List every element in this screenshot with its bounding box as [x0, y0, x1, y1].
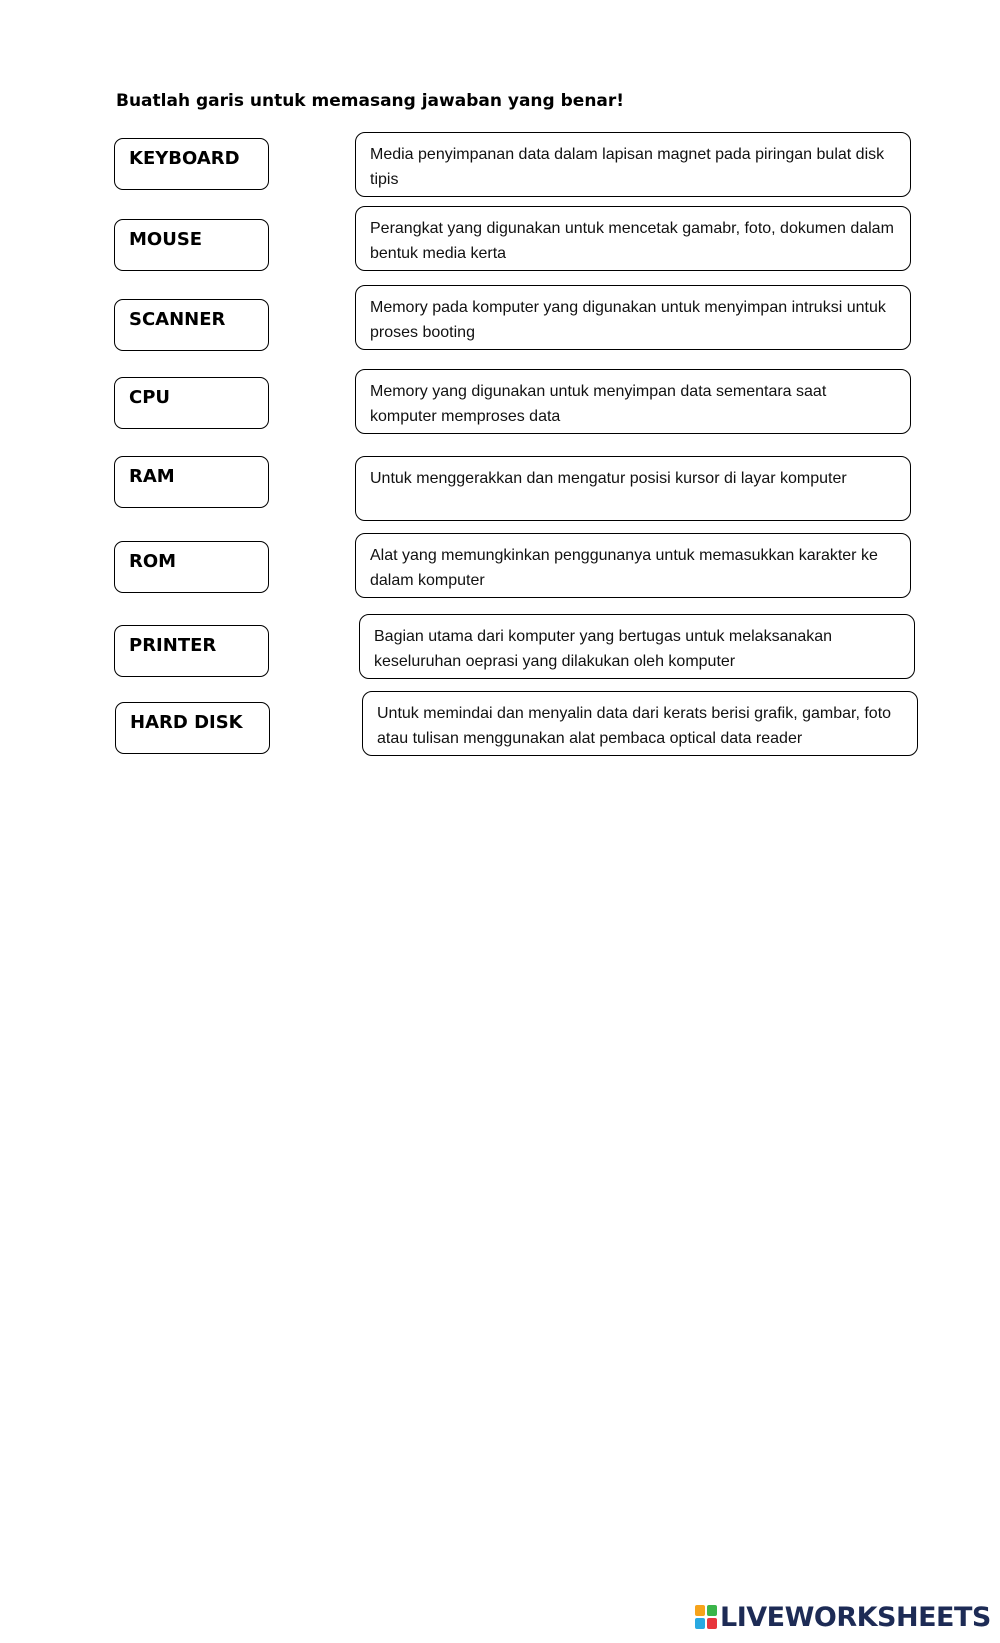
- term-label: MOUSE: [129, 229, 203, 250]
- term-box-mouse[interactable]: [114, 219, 269, 271]
- term-box-keyboard[interactable]: [114, 138, 269, 190]
- term-label: RAM: [129, 466, 175, 487]
- term-label: HARD DISK: [130, 712, 243, 733]
- logo-square: [695, 1605, 705, 1616]
- definition-text: Untuk menggerakkan dan mengatur posisi kursor di layar komputer: [370, 470, 847, 487]
- logo-square: [707, 1618, 717, 1629]
- definition-box-6[interactable]: [355, 533, 911, 598]
- definition-box-1[interactable]: [355, 132, 911, 197]
- logo-square: [695, 1618, 705, 1629]
- brand-name: LIVEWORKSHEETS: [720, 1601, 991, 1633]
- term-box-scanner[interactable]: [114, 299, 269, 351]
- term-label: ROM: [129, 551, 177, 572]
- definition-box-5[interactable]: [355, 456, 911, 521]
- definition-text: Perangkat yang digunakan untuk mencetak gamabr, foto, dokumen dalam bentuk media kerta: [370, 220, 894, 262]
- definition-text: Alat yang memungkinkan penggunanya untuk memasukkan karakter ke dalam komputer: [370, 547, 878, 589]
- definition-box-2[interactable]: [355, 206, 911, 271]
- liveworksheets-logo-icon: [695, 1605, 717, 1629]
- term-label: CPU: [129, 387, 171, 408]
- term-label: SCANNER: [129, 309, 226, 330]
- definition-text: Memory yang digunakan untuk menyimpan data sementara saat komputer memproses data: [370, 383, 827, 425]
- definition-text: Memory pada komputer yang digunakan untuk menyimpan intruksi untuk proses booting: [370, 299, 886, 341]
- logo-square: [707, 1605, 717, 1616]
- definition-text: Bagian utama dari komputer yang bertugas untuk melaksanakan keseluruhan oeprasi yang dilakukan oleh komputer: [374, 628, 833, 670]
- definition-box-8[interactable]: [362, 691, 918, 756]
- definition-box-4[interactable]: [355, 369, 911, 434]
- term-label: PRINTER: [129, 635, 217, 656]
- term-box-printer[interactable]: [114, 625, 269, 677]
- liveworksheets-brand: [695, 1600, 991, 1634]
- definition-text: Media penyimpanan data dalam lapisan magnet pada piringan bulat disk tipis: [370, 146, 885, 188]
- definition-text: Untuk memindai dan menyalin data dari kerats berisi grafik, gambar, foto atau tulisan menggunakan alat pembaca optical data reader: [377, 705, 892, 747]
- term-box-ram[interactable]: [114, 456, 269, 508]
- definition-box-3[interactable]: [355, 285, 911, 350]
- term-box-hard-disk[interactable]: [115, 702, 270, 754]
- term-box-cpu[interactable]: [114, 377, 269, 429]
- term-box-rom[interactable]: [114, 541, 269, 593]
- instruction-heading: Buatlah garis untuk memasang jawaban yang benar!: [116, 91, 625, 111]
- definition-box-7[interactable]: [359, 614, 915, 679]
- term-label: KEYBOARD: [129, 148, 240, 169]
